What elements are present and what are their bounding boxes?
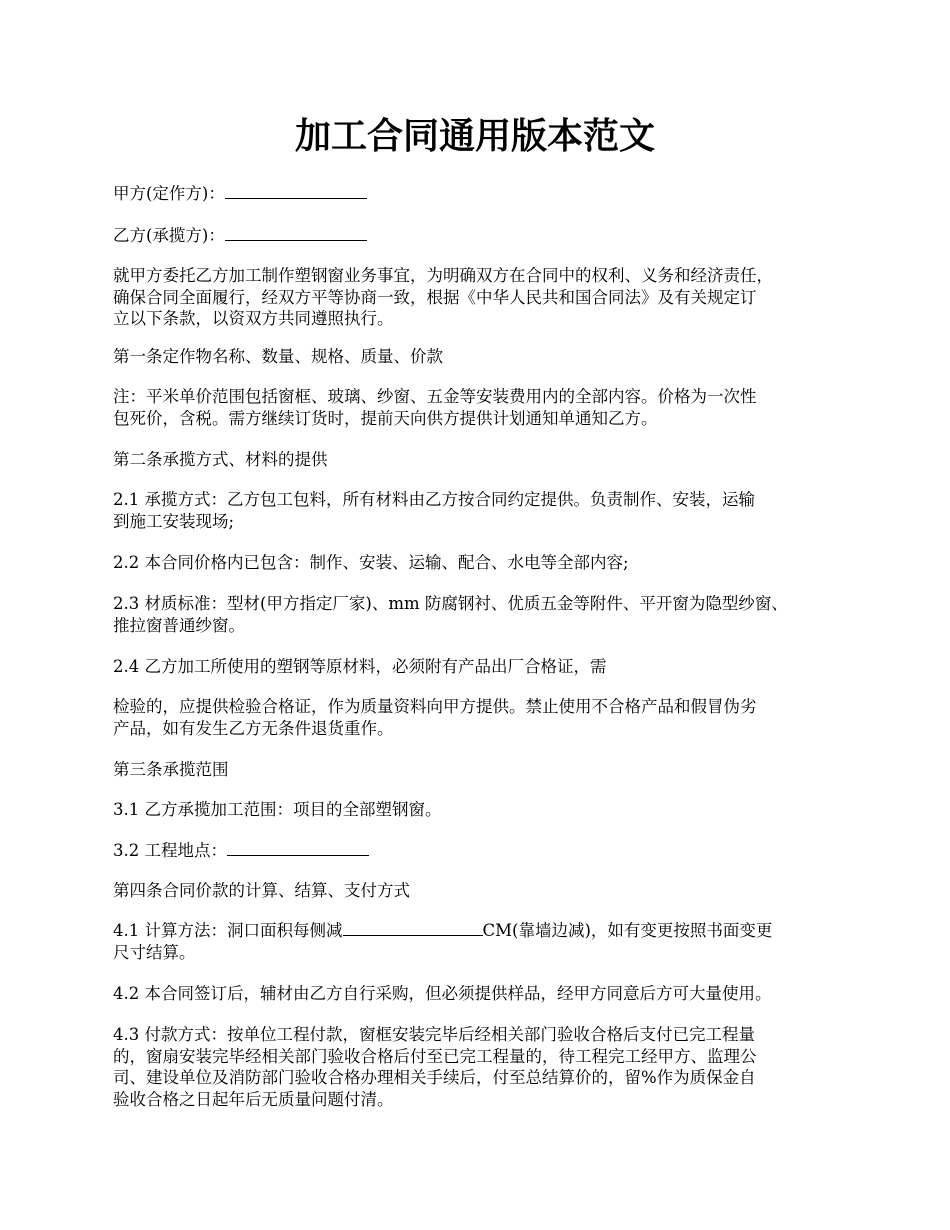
clause-2-4: 2.4 乙方加工所使用的塑钢等原材料，必须附有产品出厂合格证，需 [113, 657, 607, 676]
deduction-blank [343, 921, 483, 936]
clause-line: 验收合格之日起年后无质量问题付清。 [113, 1089, 394, 1109]
party-b-blank [225, 226, 367, 241]
party-b-line [113, 225, 843, 247]
clause-3-2-label: 3.2 工程地点： [113, 841, 227, 860]
article-2-heading: 第二条承揽方式、材料的提供 [113, 450, 328, 469]
clause-line: 4.3 付款方式：按单位工程付款，窗框安装完毕后经相关部门验收合格后支付已完工程量 [113, 1025, 755, 1044]
clause-line: 产品，如有发生乙方无条件退货重作。 [113, 718, 394, 738]
intro-line: 确保合同全面履行，经双方平等协商一致，根据《中华人民共和国合同法》及有关规定订 [113, 287, 757, 307]
clause-2-4-continuation [113, 696, 843, 739]
note-paragraph [113, 386, 843, 429]
note-line: 注：平米单价范围包括窗框、玻璃、纱窗、五金等安装费用内的全部内容。价格为一次性 [113, 387, 757, 406]
note-line: 包死价，含税。需方继续订货时，提前天向供方提供计划通知单通知乙方。 [113, 408, 658, 428]
clause-4-2: 4.2 本合同签订后，辅材由乙方自行采购，但必须提供样品，经甲方同意后方可大量使用。 [113, 984, 772, 1003]
clause-line: 司、建设单位及消防部门验收合格办理相关手续后，付至总结算价的，留%作为质保金自 [113, 1068, 756, 1087]
article-3-heading: 第三条承揽范围 [113, 760, 229, 779]
clause-line: 推拉窗普通纱窗。 [113, 615, 245, 635]
party-b-label: 乙方(承揽方)： [113, 226, 225, 245]
article-4-heading: 第四条合同价款的计算、结算、支付方式 [113, 881, 410, 900]
intro-line: 立以下条款，以资双方共同遵照执行。 [113, 309, 394, 328]
clause-2-1 [113, 489, 843, 532]
article-1-heading: 第一条定作物名称、数量、规格、质量、价款 [113, 347, 443, 366]
party-a-label: 甲方(定作方)： [113, 184, 225, 203]
clause-3-2 [113, 840, 843, 862]
document-title: 加工合同通用版本范文 [294, 115, 655, 157]
clause-4-1-suffix: CM(靠墙边减)，如有变更按照书面变更 [482, 921, 773, 940]
clause-2-2: 2.2 本合同价格内已包含：制作、安装、运输、配合、水电等全部内容; [113, 553, 629, 572]
clause-4-1 [113, 920, 843, 963]
clause-4-1-prefix: 4.1 计算方法：洞口面积每侧减 [113, 921, 343, 940]
party-a-blank [225, 184, 367, 199]
clause-line [113, 920, 843, 942]
clause-line: 2.3 材质标准：型材(甲方指定厂家)、mm 防腐钢衬、优质五金等附件、平开窗为隐型纱窗、 [113, 594, 788, 613]
clause-line: 2.1 承揽方式：乙方包工包料，所有材料由乙方按合同约定提供。负责制作、安装，运输 [113, 490, 755, 509]
intro-paragraph [113, 265, 843, 330]
clause-line: 到施工安装现场; [113, 511, 235, 531]
intro-line: 就甲方委托乙方加工制作塑钢窗业务事宜，为明确双方在合同中的权利、义务和经济责任， [113, 266, 773, 285]
clause-3-1: 3.1 乙方承揽加工范围：项目的全部塑钢窗。 [113, 800, 442, 819]
work-site-blank [227, 841, 369, 856]
clause-line: 尺寸结算。 [113, 942, 196, 962]
clause-line: 检验的，应提供检验合格证，作为质量资料向甲方提供。禁止使用不合格产品和假冒伪劣 [113, 697, 757, 716]
party-a-line [113, 183, 843, 205]
clause-2-3 [113, 593, 843, 636]
clause-line: 的，窗扇安装完毕经相关部门验收合格后付至已完工程量的，待工程完工经甲方、监理公 [113, 1046, 757, 1066]
clause-4-3 [113, 1024, 843, 1110]
